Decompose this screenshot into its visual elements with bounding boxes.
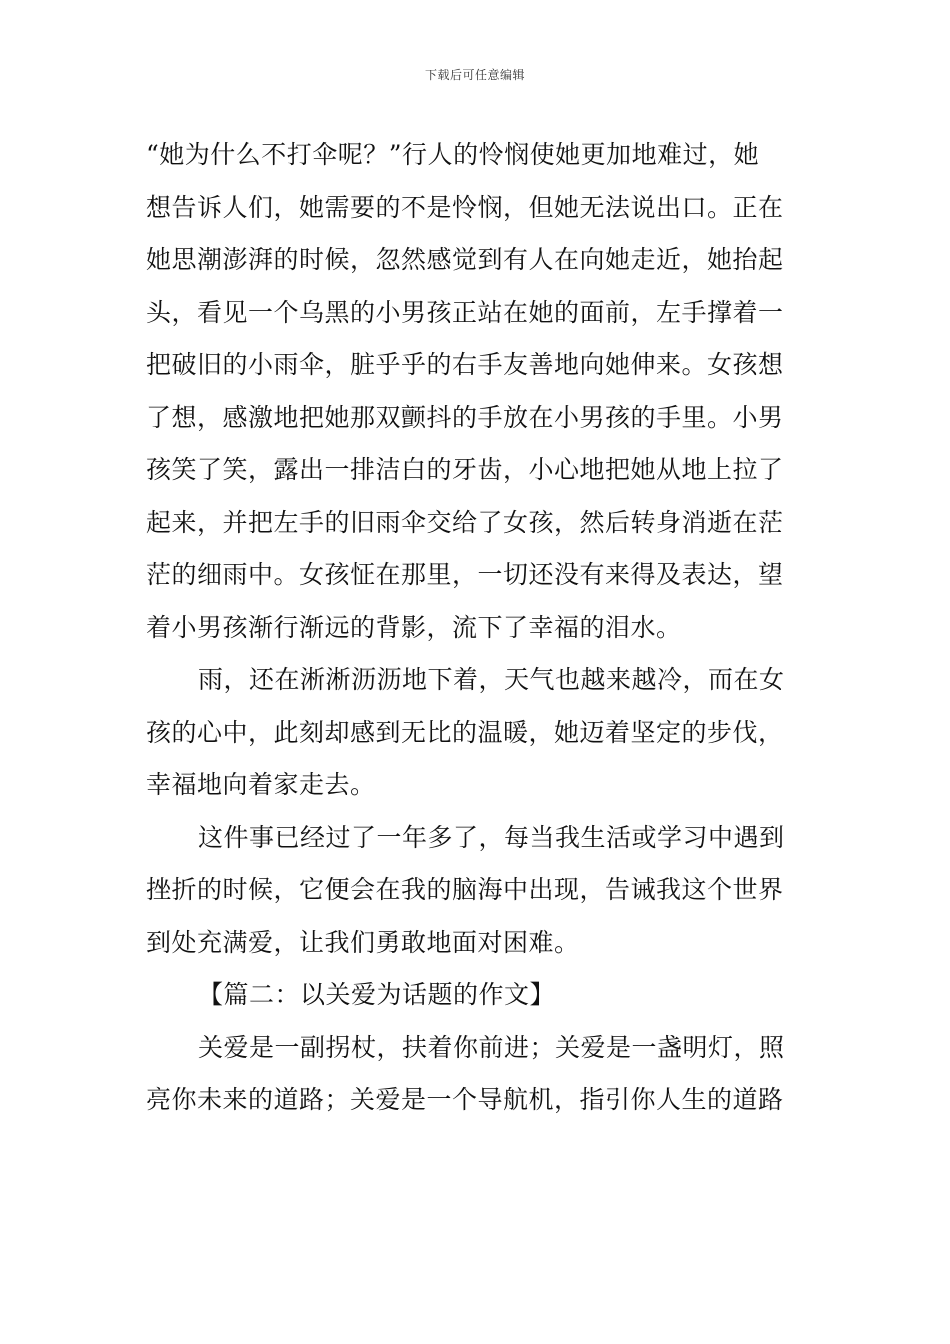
text-line: 这件事已经过了一年多了，每当我生活或学习中遇到: [198, 822, 785, 852]
text-line: 幸福地向着家走去。: [146, 770, 376, 799]
paragraph-1: [146, 129, 808, 654]
paragraph-2: [146, 654, 808, 812]
text-line: 挫折的时候，它便会在我的脑海中出现，告诫我这个世界: [146, 875, 784, 904]
text-line: 孩笑了笑，露出一排洁白的牙齿，小心地把她从地上拉了: [146, 455, 784, 484]
text-line: 着小男孩渐行渐远的背影，流下了幸福的泪水。: [146, 612, 682, 642]
text-line: 了想，感激地把她那双颤抖的手放在小男孩的手里。小男: [146, 402, 784, 432]
paragraph-3: [146, 812, 808, 970]
text-line: 孩的心中，此刻却感到无比的温暖，她迈着坚定的步伐，: [146, 717, 784, 747]
header-note: 下载后可任意编辑: [424, 68, 525, 82]
text-line: 关爱是一副拐杖，扶着你前进；关爱是一盏明灯，照: [198, 1032, 785, 1062]
text-line: 头，看见一个乌黑的小男孩正站在她的面前，左手撑着一: [146, 297, 784, 327]
text-line: 起来，并把左手的旧雨伞交给了女孩，然后转身消逝在茫: [146, 507, 784, 537]
text-line: 雨，还在淅淅沥沥地下着，天气也越来越冷，而在女: [198, 665, 785, 694]
text-line: 想告诉人们，她需要的不是怜悯，但她无法说出口。正在: [146, 192, 784, 222]
text-line: 亮你未来的道路；关爱是一个导航机，指引你人生的道路: [146, 1085, 784, 1114]
text-line: 茫的细雨中。女孩怔在那里，一切还没有来得及表达，望: [146, 560, 784, 589]
document-body: [146, 129, 808, 1127]
text-line: “她为什么不打伞呢？”行人的怜悯使她更加地难过，她: [146, 140, 760, 169]
text-line: 把破旧的小雨伞，脏乎乎的右手友善地向她伸来。女孩想: [146, 350, 784, 379]
text-line: 到处充满爱，让我们勇敢地面对困难。: [146, 927, 580, 957]
paragraph-4: [146, 1022, 808, 1127]
section-heading: 【篇二：以关爱为话题的作文】: [198, 980, 556, 1009]
text-line: 她思潮澎湃的时候，忽然感觉到有人在向她走近，她抬起: [146, 245, 784, 274]
